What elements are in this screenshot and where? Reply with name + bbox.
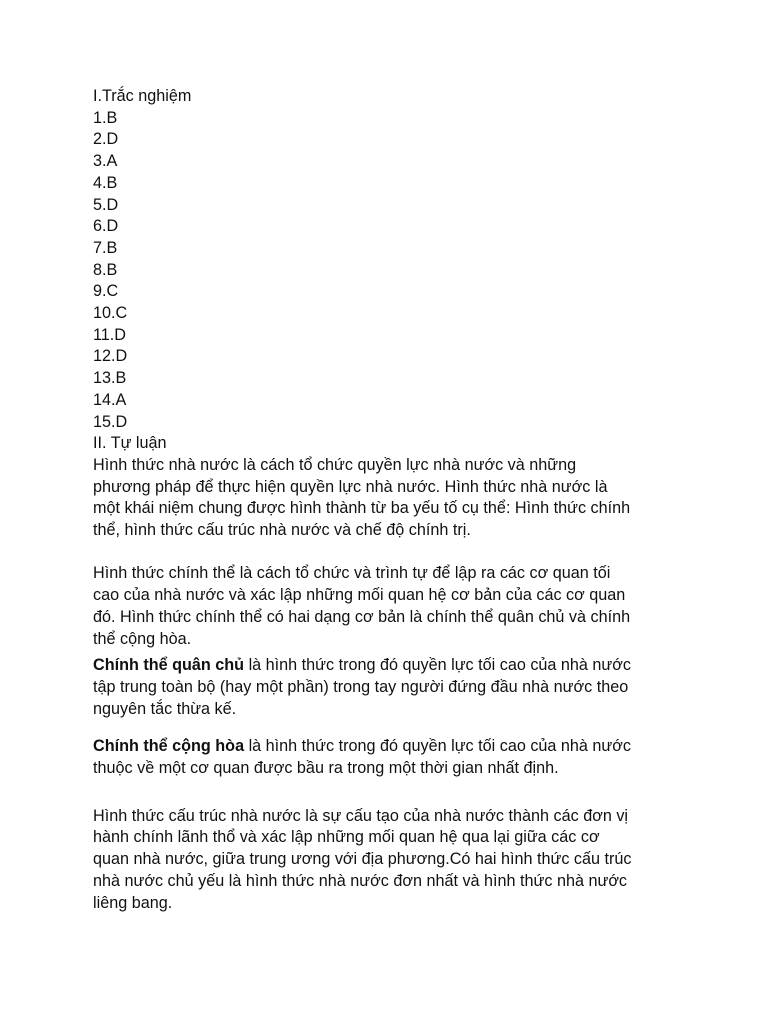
document-page: [93, 86, 683, 914]
spacer: [93, 720, 683, 736]
paragraph-state-form: [93, 455, 683, 542]
section1-heading: I.Trắc nghiệm: [93, 87, 192, 105]
paragraph-line: thể cộng hòa.: [93, 629, 192, 648]
answer-item: 14.A: [93, 390, 127, 409]
section2-heading: II. Tự luận: [93, 434, 167, 453]
paragraph-government-form: [93, 563, 683, 650]
answer-item: 6.D: [93, 217, 119, 236]
paragraph-republic: [93, 736, 683, 779]
paragraph-line: thể, hình thức cấu trúc nhà nước và chế độ chính trị.: [93, 521, 471, 540]
paragraph-line: quan nhà nước, giữa trung ương với địa phương.Có hai hình thức cấu trúc: [93, 850, 632, 869]
spacer: [93, 542, 683, 564]
monarchy-term: Chính thể quân chủ: [93, 656, 245, 675]
paragraph-line: [93, 736, 683, 758]
answer-item: 15.D: [93, 412, 128, 431]
paragraph-line: phương pháp để thực hiện quyền lực nhà nước. Hình thức nhà nước là: [93, 477, 608, 496]
answer-item: 8.B: [93, 260, 118, 279]
paragraph-line: liêng bang.: [93, 893, 173, 912]
answer-item: 1.B: [93, 108, 118, 127]
paragraph-line: tập trung toàn bộ (hay một phần) trong tay người đứng đầu nhà nước theo: [93, 677, 629, 696]
paragraph-line: Hình thức cấu trúc nhà nước là sự cấu tạo của nhà nước thành các đơn vị: [93, 806, 629, 825]
paragraph-line: hành chính lãnh thổ và xác lập những mối quan hệ qua lại giữa các cơ: [93, 828, 600, 847]
answer-item: 7.B: [93, 238, 118, 257]
paragraph-line: thuộc về một cơ quan được bầu ra trong một thời gian nhất định.: [93, 759, 559, 778]
paragraph-line: một khái niệm chung được hình thành từ ba yếu tố cụ thể: Hình thức chính: [93, 499, 631, 518]
paragraph-line: cao của nhà nước và xác lập những mối quan hệ cơ bản của các cơ quan: [93, 586, 626, 605]
answer-item: 3.A: [93, 152, 118, 171]
answer-item: 9.C: [93, 282, 119, 301]
paragraph-line: đó. Hình thức chính thể có hai dạng cơ bản là chính thể quân chủ và chính: [93, 607, 631, 626]
paragraph-monarchy: [93, 655, 683, 720]
paragraph-line: Hình thức chính thể là cách tổ chức và trình tự để lập ra các cơ quan tối: [93, 564, 611, 583]
paragraph-line: nhà nước chủ yếu là hình thức nhà nước đơn nhất và hình thức nhà nước: [93, 871, 628, 890]
answer-item: 10.C: [93, 304, 128, 323]
answer-list: [93, 108, 683, 434]
paragraph-structure-form: [93, 806, 683, 915]
answer-item: 2.D: [93, 130, 119, 149]
answer-item: 4.B: [93, 173, 118, 192]
republic-term: Chính thể cộng hòa: [93, 737, 245, 756]
republic-definition-start: là hình thức trong đó quyền lực tối cao của nhà nước: [244, 737, 631, 756]
answer-item: 13.B: [93, 369, 127, 388]
paragraph-line: nguyên tắc thừa kế.: [93, 699, 237, 718]
spacer: [93, 780, 683, 806]
monarchy-definition-start: là hình thức trong đó quyền lực tối cao của nhà nước: [244, 656, 631, 675]
answer-item: 12.D: [93, 347, 128, 366]
paragraph-line: [93, 655, 683, 677]
answer-item: 11.D: [93, 325, 126, 344]
answer-item: 5.D: [93, 195, 119, 214]
paragraph-line: Hình thức nhà nước là cách tổ chức quyền lực nhà nước và những: [93, 455, 577, 474]
